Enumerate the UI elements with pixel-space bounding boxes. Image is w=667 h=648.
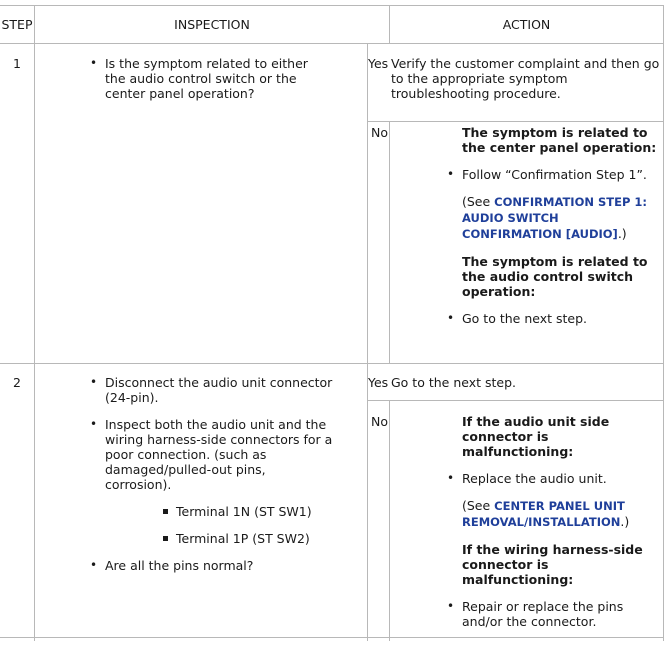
header-divider [0,43,664,44]
yes-label: Yes [368,56,389,71]
reference-suffix: .) [617,226,627,241]
header-inspection: INSPECTION [174,17,250,32]
step1-inspection [105,56,330,101]
header-step: STEP [1,17,33,32]
terminal-item: Terminal 1N (ST SW1) [176,504,316,519]
reference-link[interactable]: CONFIRMATION STEP 1: AUDIO SWITCH CONFIRMATION [AUDIO] [462,195,647,241]
terminal-item: Terminal 1P (ST SW2) [176,531,316,546]
condition-heading: The symptom is related to the center panel operation: [462,125,657,155]
step2-inspection [105,375,335,573]
action-item: • Repair or replace the pins and/or the connector. [462,599,657,629]
col-divider-step [34,5,35,641]
step-number: 2 [13,375,21,390]
reference-note [462,498,657,530]
condition-heading: If the wiring harness-side connector is malfunctioning: [462,542,643,587]
action-item: • Replace the audio unit. [462,471,657,486]
reference-note [462,194,657,242]
yes-action: Verify the customer complaint and then go to the appropriate symptom troubleshooting procedure. [391,56,660,101]
yes-label: Yes [368,375,389,390]
action-item: • Follow “Confirmation Step 1”. [462,167,657,182]
reference-suffix: .) [620,514,630,529]
row-divider [0,363,664,364]
step2-no-action [462,414,657,629]
table-border-right [663,5,664,641]
reference-prefix: (See [462,498,495,513]
table-border-top [0,5,664,6]
inspection-item: • Disconnect the audio unit connector (24-pin). [105,375,335,405]
inspection-item: • Are all the pins normal? [105,558,335,573]
action-item: • Go to the next step. [462,311,657,326]
step-number: 1 [13,56,21,71]
no-label: No [371,414,388,429]
col-divider-inspection [367,43,368,641]
condition-heading: If the audio unit side connector is malfunctioning: [462,414,610,459]
inspection-item: • Inspect both the audio unit and the wiring harness-side connectors for a poor connection. (such as damaged/pulled-out pins, corrosion). [105,417,335,492]
step2-yes-no-divider [367,400,664,401]
table-border-bottom [0,637,664,638]
col-divider-yesno-2 [389,400,390,641]
col-divider-yesno [389,121,390,363]
no-label: No [371,125,388,140]
inspection-item: • Is the symptom related to either the audio control switch or the center panel operation? [105,56,330,101]
reference-link[interactable]: CENTER PANEL UNIT REMOVAL/INSTALLATION [462,499,625,529]
condition-heading: The symptom is related to the audio control switch operation: [462,254,648,299]
step1-yes-no-divider [367,121,664,122]
step1-no-action [462,125,657,326]
header-action: ACTION [502,17,551,32]
reference-prefix: (See [462,194,495,209]
yes-action: Go to the next step. [391,375,516,390]
